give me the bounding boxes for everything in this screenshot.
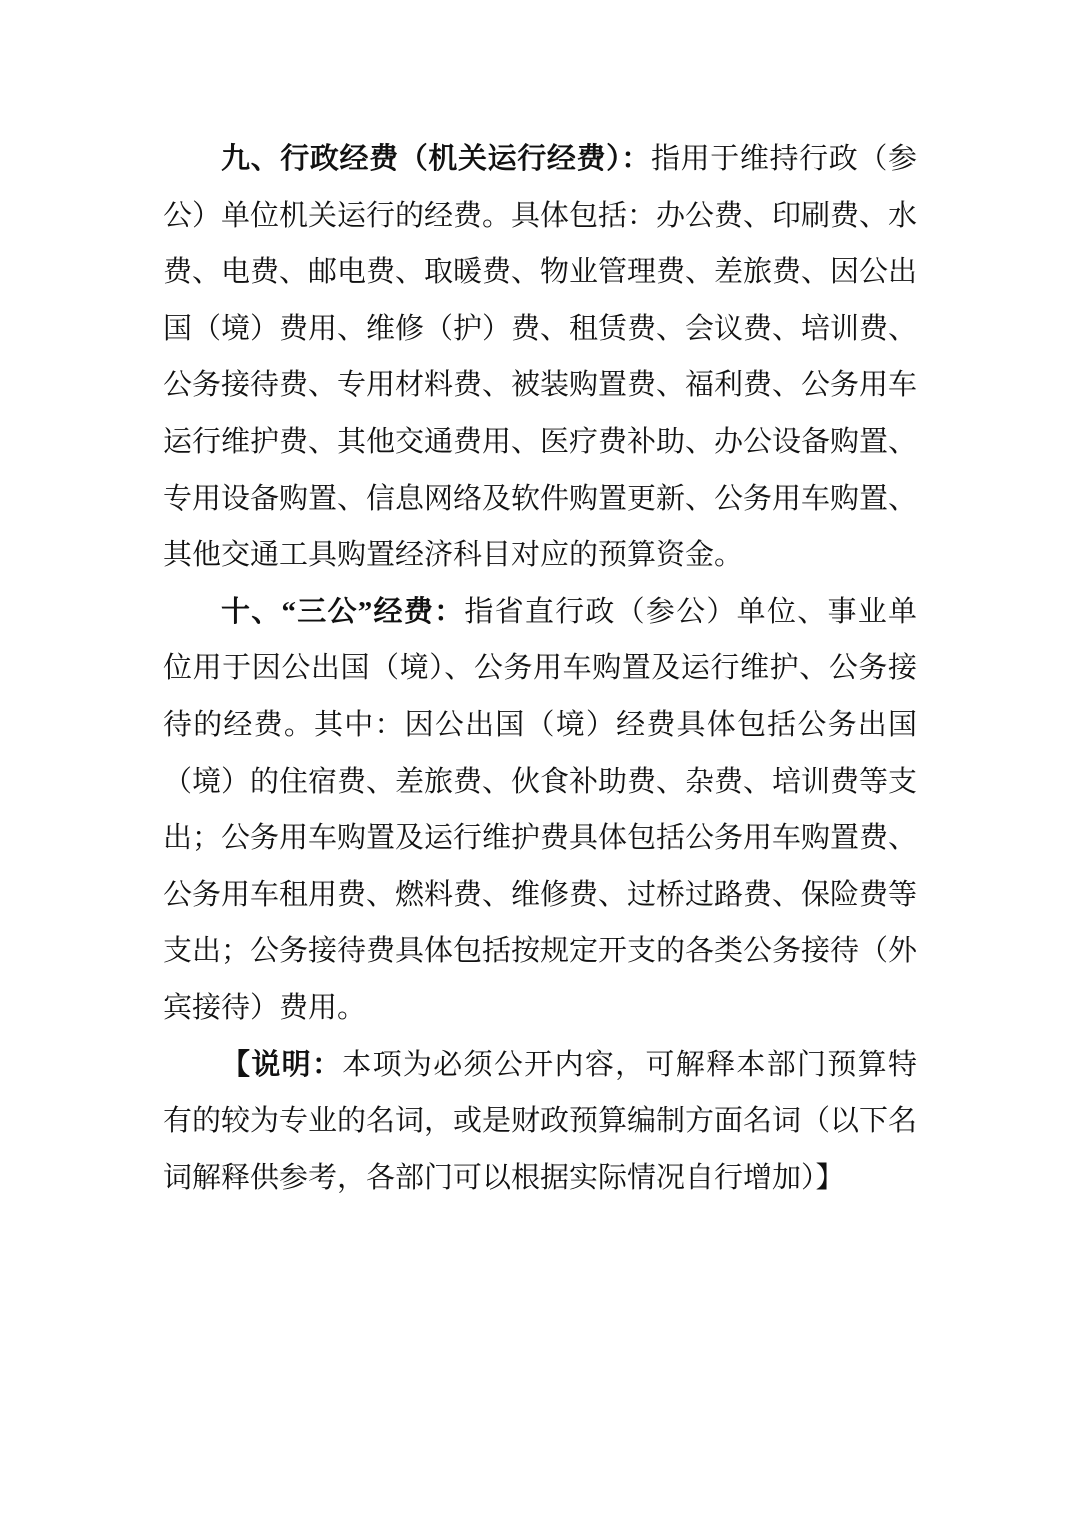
paragraph-note xyxy=(163,1037,917,1207)
paragraph-admin-expenses-text: 指用于维持行政（参公）单位机关运行的经费。具体包括：办公费、印刷费、水费、电费、邮电费、取暖费、物业管理费、差旅费、因公出国（境）费用、维修（护）费、租赁费、会议费、培训费、公务接待费、专用材料费、被装购置费、福利费、公务用车运行维护费、其他交通费用、医疗费补助、办公设备购置、专用设备购置、信息网络及软件购置更新、公务用车购置、其他交通工具购置经济科目对应的预算资金。 xyxy=(163,143,918,572)
paragraph-admin-expenses-heading: 九、行政经费（机关运行经费）： xyxy=(221,143,651,175)
paragraph-three-public-funds xyxy=(163,584,917,1037)
paragraph-three-public-funds-heading: 十、“三公”经费： xyxy=(221,595,465,628)
paragraph-note-text: 本项为必须公开内容，可解释本部门预算特有的较为专业的名词，或是财政预算编制方面名词（以下名词解释供参考，各部门可以根据实际情况自行增加）】 xyxy=(163,1048,918,1194)
paragraph-admin-expenses xyxy=(163,131,917,584)
paragraph-three-public-funds-text: 指省直行政（参公）单位、事业单位用于因公出国（境）、公务用车购置及运行维护、公务接待的经费。其中：因公出国（境）经费具体包括公务出国（境）的住宿费、差旅费、伙食补助费、杂费、培训费等支出；公务用车购置及运行维护费具体包括公务用车购置费、公务用车租用费、燃料费、维修费、过桥过路费、保险费等支出；公务接待费具体包括按规定开支的各类公务接待（外宾接待）费用。 xyxy=(163,595,918,1024)
paragraph-note-heading: 【说明： xyxy=(221,1048,343,1081)
document-content xyxy=(163,131,917,1206)
